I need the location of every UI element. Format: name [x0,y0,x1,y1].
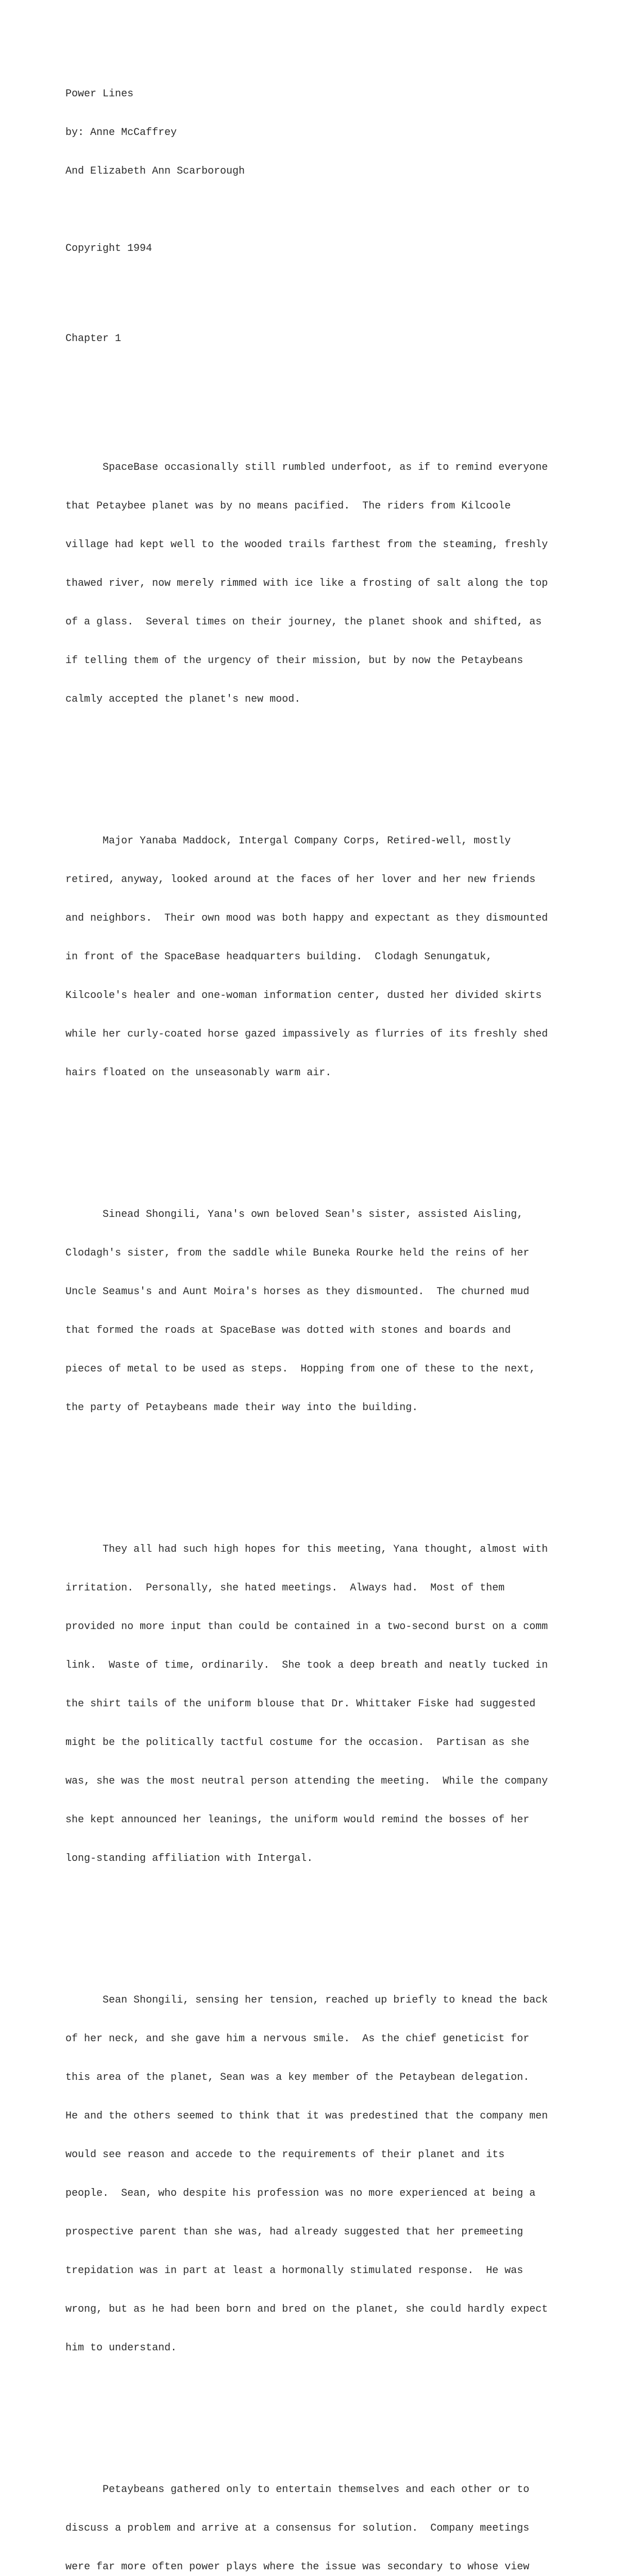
paragraph-line: the shirt tails of the uniform blouse that Dr. Whittaker Fiske had suggested [65,1698,536,1710]
document-page [65,62,576,2576]
paragraph-line: long-standing affiliation with Intergal. [65,1853,313,1865]
paragraph-line: were far more often power plays where the issue was secondary to whose view [65,2561,530,2573]
paragraph-line: pieces of metal to be used as steps. Hopping from one of these to the next, [65,1363,536,1375]
paragraph-line: calmly accepted the planet's new mood. [65,693,301,705]
paragraph-line: They all had such high hopes for this meeting, Yana thought, almost with [65,1544,548,1555]
paragraph-5 [65,1968,576,2380]
paragraph-1 [65,435,576,732]
paragraph-line: prospective parent than she was, had already suggested that her premeeting [65,2226,524,2238]
coauthor-line: And Elizabeth Ann Scarborough [65,165,245,177]
paragraph-line: that Petaybee planet was by no means pacified. The riders from Kilcoole [65,500,511,512]
paragraph-line: was, she was the most neutral person attending the meeting. While the company [65,1775,548,1787]
paragraph-line: Uncle Seamus's and Aunt Moira's horses as they dismounted. The churned mud [65,1286,530,1298]
paragraph-4 [65,1517,576,1891]
paragraph-line: the party of Petaybeans made their way into the building. [65,1402,418,1414]
paragraph-line: Petaybeans gathered only to entertain themselves and each other or to [65,2484,530,2496]
paragraph-line: trepidation was in part at least a hormonally stimulated response. He was [65,2265,524,2277]
paragraph-line: hairs floated on the unseasonably warm air. [65,1067,332,1079]
paragraph-line: people. Sean, who despite his profession was no more experienced at being a [65,2188,536,2199]
paragraph-line: of her neck, and she gave him a nervous smile. As the chief geneticist for [65,2033,530,2045]
paragraph-3 [65,1182,576,1440]
paragraph-line: she kept announced her leanings, the uniform would remind the bosses of her [65,1814,530,1826]
paragraph-line: thawed river, now merely rimmed with ice like a frosting of salt along the top [65,578,548,589]
paragraph-line: this area of the planet, Sean was a key member of the Petaybean delegation. [65,2072,530,2083]
paragraph-line: link. Waste of time, ordinarily. She took a deep breath and neatly tucked in [65,1659,548,1671]
paragraph-line: would see reason and accede to the requirements of their planet and its [65,2149,505,2161]
paragraph-line: provided no more input than could be contained in a two-second burst on a comm [65,1621,548,1633]
paragraph-line: irritation. Personally, she hated meetings. Always had. Most of them [65,1582,505,1594]
paragraph-line: wrong, but as he had been born and bred on the planet, she could hardly expect [65,2303,548,2315]
chapter-heading: Chapter 1 [65,333,122,345]
paragraph-line: Kilcoole's healer and one-woman information center, dusted her divided skirts [65,990,542,1002]
paragraph-line: and neighbors. Their own mood was both happy and expectant as they dismounted [65,912,548,924]
paragraph-line: in front of the SpaceBase headquarters building. Clodagh Senungatuk, [65,951,493,963]
paragraph-line: retired, anyway, looked around at the faces of her lover and her new friends [65,874,536,886]
paragraph-line: might be the politically tactful costume for the occasion. Partisan as she [65,1737,530,1749]
book-title: Power Lines [65,88,134,100]
paragraph-line: Sinead Shongili, Yana's own beloved Sean's sister, assisted Aisling, [65,1209,524,1221]
paragraph-line: of a glass. Several times on their journey, the planet shook and shifted, as [65,616,542,628]
paragraph-6 [65,2458,576,2576]
paragraph-line: Sean Shongili, sensing her tension, reached up briefly to knead the back [65,1994,548,2006]
paragraph-2 [65,809,576,1105]
paragraph-line: village had kept well to the wooded trails farthest from the steaming, freshly [65,539,548,551]
paragraph-line: while her curly-coated horse gazed impassively as flurries of its freshly shed [65,1028,548,1040]
paragraph-line: if telling them of the urgency of their mission, but by now the Petaybeans [65,655,524,667]
author-byline: by: Anne McCaffrey [65,127,177,139]
copyright-line: Copyright 1994 [65,243,153,255]
paragraph-line: that formed the roads at SpaceBase was dotted with stones and boards and [65,1325,511,1336]
paragraph-line: Major Yanaba Maddock, Intergal Company Corps, Retired-well, mostly [65,835,511,847]
paragraph-line: Clodagh's sister, from the saddle while Buneka Rourke held the reins of her [65,1247,530,1259]
paragraph-line: He and the others seemed to think that it was predestined that the company men [65,2110,548,2122]
paragraph-line: him to understand. [65,2342,177,2354]
paragraph-line: discuss a problem and arrive at a consensus for solution. Company meetings [65,2522,530,2534]
paragraph-line: SpaceBase occasionally still rumbled underfoot, as if to remind everyone [65,462,548,473]
